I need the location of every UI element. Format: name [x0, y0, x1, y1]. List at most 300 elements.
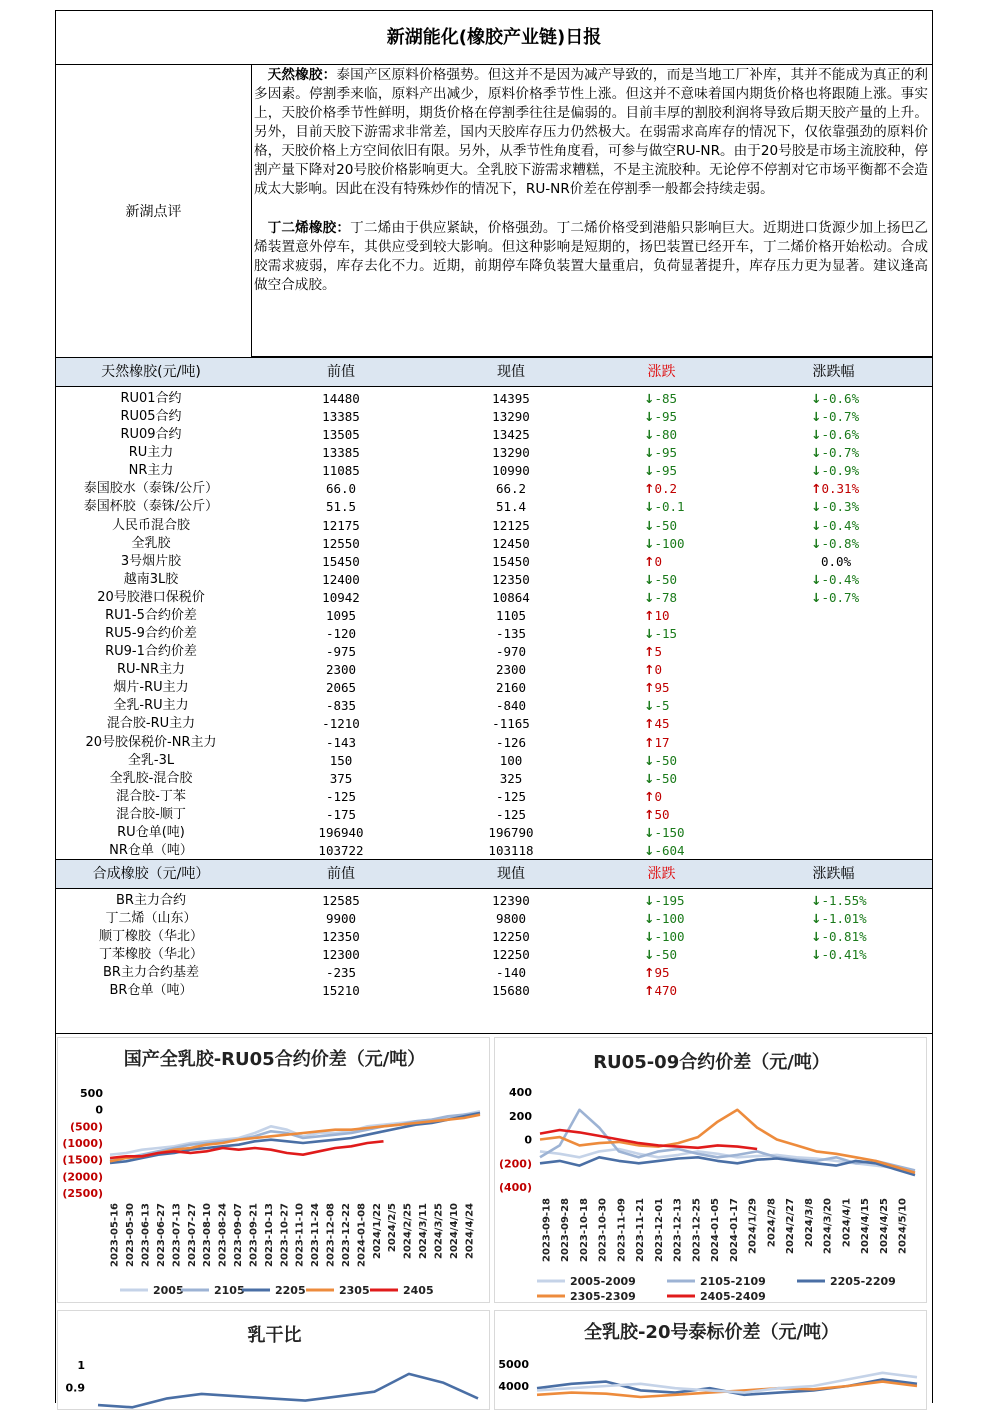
row-pct-value: -0.6%	[821, 427, 860, 443]
row-name: 混合胶-丁苯	[116, 788, 186, 804]
row-prev: -835	[325, 698, 357, 714]
x-tick-label: 2024/2/25	[402, 1203, 414, 1260]
row-cur: 12250	[492, 947, 530, 963]
arrow-down-icon: ↓	[811, 391, 822, 406]
arrow-down-icon: ↓	[811, 929, 822, 945]
row-prev: 196940	[318, 824, 364, 840]
row-pct	[811, 946, 921, 964]
row-pct	[811, 408, 921, 426]
arrow-up-icon: ↑	[644, 680, 655, 696]
arrow-down-icon: ↓	[644, 589, 655, 605]
x-tick-label: 2023-06-27	[155, 1203, 167, 1267]
row-name: NR仓单（吨）	[109, 843, 193, 858]
row-chg-value: 50	[654, 806, 670, 822]
legend-label: 2405	[403, 1284, 434, 1297]
arrow-up-icon: ↑	[644, 983, 655, 999]
x-tick-label: 2024-01-05	[710, 1198, 722, 1262]
legend-label: 2105	[214, 1284, 245, 1297]
row-name: 顺丁橡胶（华北）	[98, 929, 203, 945]
header-chg: 涨跌	[647, 364, 676, 380]
row-chg-value: 17	[654, 734, 670, 750]
arrow-up-icon: ↑	[644, 806, 655, 822]
table-row	[56, 842, 932, 860]
row-chg	[644, 788, 754, 806]
table-row	[56, 553, 932, 571]
row-cur: -840	[495, 698, 527, 714]
synthetic-table-header	[56, 859, 932, 889]
legend-label: 2205	[275, 1284, 306, 1297]
table-row	[56, 946, 932, 964]
row-cur: 196790	[488, 824, 534, 840]
row-chg-value: -78	[654, 589, 678, 605]
x-tick-label: 2023-05-16	[109, 1203, 121, 1267]
series-line-0	[98, 1374, 478, 1407]
row-prev: 51.5	[325, 499, 357, 515]
legend-label: 2305-2309	[570, 1290, 636, 1303]
row-cur: 13425	[492, 427, 530, 443]
header-chg: 涨跌	[647, 866, 676, 882]
row-chg	[644, 661, 754, 679]
row-chg	[644, 408, 754, 426]
chart-ru05-09-spread	[494, 1037, 927, 1303]
table-row	[56, 788, 932, 806]
row-name: 烟片-RU主力	[113, 680, 189, 696]
page-title: 新湖能化(橡胶产业链)日报	[56, 11, 932, 65]
row-chg-value: 0	[654, 788, 663, 804]
row-cur: 103118	[488, 843, 534, 858]
row-name: 越南3L胶	[123, 571, 179, 587]
row-name: RU主力	[128, 445, 174, 461]
row-chg-value: -95	[654, 463, 678, 479]
row-prev: 14480	[322, 391, 360, 406]
table-row	[56, 408, 932, 426]
y-tick-label: 4000	[498, 1380, 529, 1393]
row-pct	[811, 480, 921, 498]
x-tick-label: 2023-10-27	[279, 1203, 291, 1267]
comment-br	[254, 219, 928, 295]
row-prev: 2065	[325, 680, 357, 696]
x-tick-label: 2024/1/29	[747, 1198, 759, 1255]
row-cur: -140	[495, 965, 527, 981]
arrow-up-icon: ↑	[811, 481, 822, 497]
x-tick-label: 2023-12-08	[325, 1203, 337, 1267]
row-chg-value: -5	[654, 698, 670, 714]
x-tick-label: 2024/4/24	[464, 1203, 476, 1260]
arrow-down-icon: ↓	[811, 409, 822, 425]
x-tick-label: 2024/3/20	[822, 1198, 834, 1255]
x-tick-label: 2024/4/25	[878, 1198, 890, 1255]
row-prev: 13385	[322, 409, 360, 425]
row-pct	[811, 390, 921, 408]
arrow-down-icon: ↓	[644, 911, 655, 927]
row-name: 混合胶-RU主力	[106, 716, 196, 732]
arrow-down-icon: ↓	[811, 535, 822, 551]
y-tick-label: 1	[77, 1359, 85, 1372]
x-tick-label: 2024/2/27	[785, 1198, 797, 1255]
row-chg-value: -195	[654, 893, 685, 908]
row-cur: -125	[495, 806, 527, 822]
row-chg	[644, 982, 754, 1000]
arrow-down-icon: ↓	[644, 929, 655, 945]
row-pct-value: -0.7%	[821, 445, 860, 461]
row-chg-value: -100	[654, 911, 685, 927]
row-name: 泰国胶水（泰铢/公斤）	[83, 481, 219, 497]
y-tick-label: (2000)	[62, 1170, 103, 1184]
arrow-down-icon: ↓	[811, 427, 822, 443]
row-cur: 10990	[492, 463, 530, 479]
table-row	[56, 589, 932, 607]
arrow-up-icon: ↑	[644, 734, 655, 750]
row-cur: 9800	[495, 911, 527, 927]
x-tick-label: 2023-09-18	[541, 1198, 553, 1262]
x-tick-label: 2023-10-13	[263, 1203, 275, 1267]
row-pct	[811, 892, 921, 910]
x-tick-label: 2024/2/8	[766, 1198, 778, 1248]
arrow-down-icon: ↓	[644, 535, 655, 551]
row-chg-value: -604	[654, 843, 685, 858]
header-cur: 现值	[497, 364, 525, 380]
arrow-down-icon: ↓	[644, 463, 655, 479]
row-prev: 15450	[322, 553, 360, 569]
arrow-down-icon: ↓	[644, 947, 655, 963]
row-cur: 12390	[492, 893, 530, 908]
row-cur: 12350	[492, 571, 530, 587]
x-tick-label: 2023-07-13	[171, 1203, 183, 1267]
row-name: 丁二烯（山东）	[105, 911, 197, 927]
table-row	[56, 480, 932, 498]
arrow-down-icon: ↓	[644, 499, 655, 515]
x-tick-label: 2023-12-01	[653, 1198, 665, 1262]
arrow-down-icon: ↓	[811, 571, 822, 587]
table-row	[56, 679, 932, 697]
y-tick-label: (1500)	[62, 1153, 103, 1167]
table-row	[56, 625, 932, 643]
x-tick-label: 2024/2/5	[387, 1203, 399, 1253]
arrow-down-icon: ↓	[644, 391, 655, 406]
arrow-down-icon: ↓	[644, 843, 655, 858]
row-name: NR主力	[128, 463, 174, 479]
row-chg-value: -50	[654, 752, 678, 768]
row-chg-value: 95	[654, 965, 670, 981]
row-cur: 13290	[492, 445, 530, 461]
row-cur: 1105	[495, 607, 527, 623]
row-chg-value: -80	[654, 427, 678, 443]
arrow-down-icon: ↓	[644, 893, 655, 908]
row-pct-value: -0.9%	[821, 463, 860, 479]
row-chg-value: -50	[654, 947, 678, 963]
row-chg	[644, 806, 754, 824]
row-prev: 12550	[322, 535, 360, 551]
arrow-down-icon: ↓	[811, 947, 822, 963]
row-pct-value: -1.55%	[821, 893, 867, 908]
table-row	[56, 734, 932, 752]
row-chg	[644, 734, 754, 752]
row-pct-value: -0.4%	[821, 571, 860, 587]
row-prev: 15210	[322, 983, 360, 999]
arrow-down-icon: ↓	[811, 499, 822, 515]
x-tick-label: 2023-11-21	[635, 1198, 647, 1262]
series-line-2205-2209	[540, 1157, 915, 1175]
row-prev: 12175	[322, 517, 360, 533]
row-cur: 12450	[492, 535, 530, 551]
arrow-up-icon: ↑	[644, 716, 655, 732]
arrow-down-icon: ↓	[644, 752, 655, 768]
y-tick-label: 5000	[498, 1358, 529, 1371]
row-pct	[811, 517, 921, 535]
row-cur: 15680	[492, 983, 530, 999]
row-pct-value: -0.7%	[821, 589, 860, 605]
row-name: 人民币混合胶	[111, 517, 190, 533]
table-row	[56, 571, 932, 589]
row-name: RU05合约	[120, 409, 182, 425]
x-tick-label: 2024/3/11	[418, 1203, 430, 1260]
x-tick-label: 2023-12-13	[672, 1198, 684, 1262]
y-tick-label: (500)	[69, 1120, 103, 1134]
row-chg	[644, 715, 754, 733]
comment-natural	[254, 66, 928, 199]
row-chg-value: 0	[654, 553, 663, 569]
row-chg	[644, 553, 754, 571]
x-tick-label: 2023-11-09	[616, 1198, 628, 1262]
row-chg-value: 470	[654, 983, 678, 999]
row-pct	[811, 426, 921, 444]
row-name: RU1-5合约价差	[105, 607, 197, 623]
table-row	[56, 643, 932, 661]
table-row	[56, 390, 932, 408]
y-tick-label: (1000)	[62, 1137, 103, 1150]
row-chg	[644, 625, 754, 643]
x-tick-label: 2023-08-10	[202, 1203, 214, 1267]
row-name: 泰国杯胶（泰铢/公斤）	[83, 499, 219, 515]
row-cur: 10864	[492, 589, 530, 605]
row-chg-value: 45	[654, 716, 670, 732]
row-chg-value: -85	[654, 391, 678, 406]
row-name: 全乳-RU主力	[113, 698, 189, 714]
arrow-down-icon: ↓	[811, 911, 822, 927]
row-pct-value: -0.4%	[821, 517, 860, 533]
row-prev: 9900	[325, 911, 357, 927]
row-cur: 100	[499, 752, 523, 768]
table-row	[56, 806, 932, 824]
x-tick-label: 2024-01-17	[728, 1198, 740, 1262]
arrow-down-icon: ↓	[811, 517, 822, 533]
table-row	[56, 697, 932, 715]
arrow-up-icon: ↑	[644, 788, 655, 804]
x-tick-label: 2023-07-27	[186, 1203, 198, 1267]
arrow-down-icon: ↓	[811, 893, 822, 908]
chart-title: RU05-09合约价差（元/吨）	[593, 1052, 830, 1073]
table-row	[56, 498, 932, 516]
row-name: RU-NR主力	[117, 662, 185, 678]
row-prev: 11085	[322, 463, 360, 479]
header-pct: 涨跌幅	[812, 866, 855, 882]
row-cur: -125	[495, 788, 527, 804]
table-row	[56, 824, 932, 842]
x-tick-label: 2023-12-25	[691, 1198, 703, 1262]
legend-label: 2005-2009	[570, 1275, 636, 1288]
row-chg-value: 0	[654, 662, 663, 678]
row-cur: 2300	[495, 662, 527, 678]
row-prev: -235	[325, 965, 357, 981]
row-name: 20号胶港口保税价	[97, 589, 205, 605]
arrow-up-icon: ↑	[644, 553, 655, 569]
row-pct-value: -0.3%	[821, 499, 860, 515]
row-prev: 103722	[318, 843, 364, 858]
header-cur: 现值	[497, 866, 525, 882]
arrow-down-icon: ↓	[644, 824, 655, 840]
x-tick-label: 2024/4/15	[860, 1198, 872, 1255]
row-prev: 13385	[322, 445, 360, 461]
arrow-down-icon: ↓	[811, 589, 822, 605]
arrow-down-icon: ↓	[644, 571, 655, 587]
row-chg	[644, 752, 754, 770]
row-pct	[811, 553, 931, 571]
row-chg	[644, 892, 754, 910]
row-chg-value: 5	[654, 644, 663, 660]
row-chg-value: -95	[654, 445, 678, 461]
row-chg-value: 95	[654, 680, 670, 696]
comment-br-head: 丁二烯橡胶：	[267, 220, 351, 236]
header-name: 合成橡胶（元/吨）	[92, 866, 210, 882]
row-name: 全乳胶	[131, 535, 171, 551]
row-chg	[644, 589, 754, 607]
row-chg-value: -95	[654, 409, 678, 425]
y-tick-label: (400)	[498, 1181, 532, 1194]
row-name: RU仓单(吨)	[117, 824, 185, 840]
row-chg	[644, 462, 754, 480]
chart-title: 乳干比	[247, 1325, 302, 1346]
row-pct-value: -0.6%	[821, 391, 860, 406]
legend-label: 2205-2209	[830, 1275, 896, 1288]
row-name: RU5-9合约价差	[105, 626, 197, 642]
arrow-down-icon: ↓	[644, 770, 655, 786]
chart-title: 国产全乳胶-RU05合约价差（元/吨）	[123, 1049, 426, 1070]
x-tick-label: 2023-06-13	[140, 1203, 152, 1267]
arrow-down-icon: ↓	[644, 409, 655, 425]
comment-natural-head: 天然橡胶：	[267, 67, 337, 83]
chart-ru05-spread	[57, 1037, 490, 1303]
table-row	[56, 535, 932, 553]
row-pct	[811, 571, 921, 589]
x-tick-label: 2024/4/1	[841, 1198, 853, 1248]
row-prev: 1095	[325, 607, 357, 623]
row-pct-value: -0.7%	[821, 409, 860, 425]
row-chg-value: -50	[654, 770, 678, 786]
row-prev: 12585	[322, 893, 360, 908]
row-chg	[644, 910, 754, 928]
table-row	[56, 964, 932, 982]
row-chg-value: -100	[654, 929, 685, 945]
x-tick-label: 2023-05-30	[125, 1203, 137, 1267]
comment-natural-text: 泰国产区原料价格强势。但这并不是因为减产导致的，而是当地工厂补库，其并不能成为真正的利多因素。停割季来临，原料产出减少，原料价格季节性上涨。但这并不意味着国内期货价格也将跟随上涨。事实上，天胶价格季节性鲜明，期货价格在停割季往往是偏弱的。目前丰厚的割胶利润将导致后期天胶产量的上升。另外，目前天胶下游需求非常差，国内天胶库存压力仍然极大。在弱需求高库存的情况下，仅依靠强劲的原料价格，天胶价格上方空间依旧有限。另外，从季节性角度看，可参与做空RU-NR。由于20号胶是市场主流胶种，停割产量下降对20号胶价格影响更大。全乳胶下游需求糟糕，不是主流胶种。无论停不停割对它市场平衡都不会造成太大影响。因此在没有特殊炒作的情况下，RU-NR价差在停割季一般都会持续走弱。	[254, 67, 928, 197]
row-name: 全乳胶-混合胶	[109, 770, 193, 786]
y-tick-label: 400	[509, 1086, 532, 1099]
row-name: BR主力合约基差	[103, 965, 199, 981]
row-prev: -143	[325, 734, 357, 750]
row-chg	[644, 517, 754, 535]
row-cur: -1165	[492, 716, 530, 732]
row-prev: -120	[325, 626, 357, 642]
table-row	[56, 426, 932, 444]
x-tick-label: 2023-11-10	[294, 1203, 306, 1267]
row-chg	[644, 571, 754, 589]
comment-body	[252, 64, 932, 357]
divider	[56, 1033, 932, 1034]
row-pct	[811, 498, 921, 516]
row-chg	[644, 390, 754, 408]
legend-label: 2305	[339, 1284, 370, 1297]
table-row	[56, 982, 932, 1000]
table-row	[56, 607, 932, 625]
table-row	[56, 462, 932, 480]
chart-sclr-str20-spread	[494, 1310, 927, 1410]
header-pct: 涨跌幅	[812, 364, 855, 380]
row-prev: 66.0	[325, 481, 357, 497]
row-chg	[644, 824, 754, 842]
row-chg-value: -150	[654, 824, 685, 840]
table-row	[56, 715, 932, 733]
table-row	[56, 661, 932, 679]
row-prev: 2300	[325, 662, 357, 678]
x-tick-label: 2023-09-21	[248, 1203, 260, 1267]
arrow-up-icon: ↑	[644, 481, 655, 497]
row-name: 丁苯橡胶（华北）	[98, 947, 203, 963]
row-name: 混合胶-顺丁	[116, 806, 186, 822]
x-tick-label: 2024/4/10	[448, 1203, 460, 1260]
row-prev: -125	[325, 788, 357, 804]
row-chg-value: -50	[654, 571, 678, 587]
arrow-up-icon: ↑	[644, 607, 655, 623]
row-prev: -175	[325, 806, 357, 822]
chart-ru05-spread-svg	[58, 1038, 491, 1304]
row-chg	[644, 770, 754, 788]
row-prev: 150	[329, 752, 353, 768]
row-chg	[644, 535, 754, 553]
x-tick-label: 2023-08-24	[217, 1203, 229, 1267]
comment-br-text: 丁二烯由于供应紧缺，价格强劲。丁二烯价格受到港船只影响巨大。近期进口货源少加上扬巴乙烯装置意外停车，其供应受到较大影响。但这种影响是短期的，扬巴装置已经开车，丁二烯价格开始松动。合成胶需求疲弱，库存去化不力。近期，前期停车降负装置大量重启，负荷显著提升，库存压力更为显著。建议逢高做空合成胶。	[254, 220, 929, 293]
row-chg	[644, 607, 754, 625]
y-tick-label: 500	[80, 1087, 103, 1100]
arrow-down-icon: ↓	[644, 445, 655, 461]
row-chg-value: -100	[654, 535, 685, 551]
arrow-up-icon: ↑	[644, 662, 655, 678]
row-chg	[644, 643, 754, 661]
row-cur: -970	[495, 644, 527, 660]
row-pct	[811, 589, 921, 607]
table-row	[56, 770, 932, 788]
arrow-up-icon: ↑	[644, 965, 655, 981]
table-row	[56, 444, 932, 462]
row-chg-value: -50	[654, 517, 678, 533]
row-prev: 12400	[322, 571, 360, 587]
legend-label: 2405-2409	[700, 1290, 766, 1303]
arrow-down-icon: ↓	[644, 517, 655, 533]
y-tick-label: 200	[509, 1109, 532, 1123]
row-prev: -1210	[322, 716, 360, 732]
arrow-down-icon: ↓	[811, 463, 822, 479]
x-tick-label: 2024/5/10	[897, 1198, 909, 1255]
row-chg-value: -15	[654, 626, 678, 642]
row-prev: 10942	[322, 589, 360, 605]
header-prev: 前值	[327, 364, 355, 380]
chart-latex-dry-ratio-svg	[58, 1311, 491, 1411]
legend-label: 2005	[153, 1284, 184, 1297]
row-cur: 13290	[492, 409, 530, 425]
x-tick-label: 2024/1/22	[371, 1203, 383, 1260]
row-chg	[644, 480, 754, 498]
x-tick-label: 2023-10-18	[578, 1198, 590, 1262]
arrow-down-icon: ↓	[644, 698, 655, 714]
